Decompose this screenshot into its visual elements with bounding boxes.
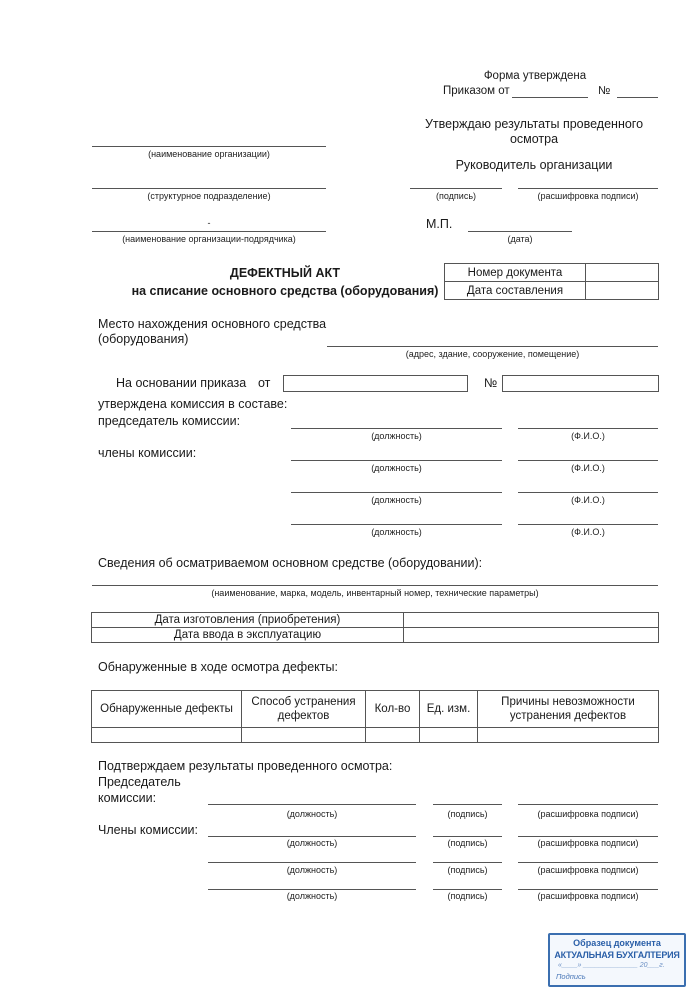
defects-table [91,690,659,743]
confirm-member3-signature-line[interactable] [433,889,502,890]
confirm-member1-signature-caption: (подпись) [447,838,488,848]
confirm-member3-position-line[interactable] [208,889,416,890]
reasons-cell[interactable] [478,728,659,743]
asset-info-label: Сведения об осматриваемом основном средстве (оборудовании): [98,556,483,570]
confirm-chairman-decode-caption: (расшифровка подписи) [537,809,639,819]
location-line[interactable] [327,346,658,347]
member2-name-caption: (Ф.И.О.) [571,495,605,505]
member2-position-caption: (должность) [371,495,422,505]
confirm-chairman-decode-line[interactable] [518,804,658,805]
defects-label: Обнаруженные в ходе осмотра дефекты: [98,660,338,674]
chairman-position-caption: (должность) [371,431,422,441]
head-decode-line[interactable] [518,188,658,189]
confirm-member2-decode-line[interactable] [518,862,658,863]
stamp-line-2: АКТУАЛЬНАЯ БУХГАЛТЕРИЯ [554,950,680,960]
org-name-caption: (наименование организации) [148,149,270,159]
manufacture-date-row [92,613,659,628]
confirm-chairman-label-2: комиссии: [98,791,157,805]
act-title: ДЕФЕКТНЫЙ АКТ [229,266,341,280]
confirm-members-label: Члены комиссии: [98,823,199,837]
order-from-small-label: от [258,376,271,390]
member2-name-line[interactable] [518,492,658,493]
contractor-value: - [207,218,211,228]
doc-number-cell[interactable] [586,264,659,282]
sample-stamp [548,933,686,987]
order-basis-label: На основании приказа [116,376,247,390]
order-number-line[interactable] [617,97,658,98]
head-of-org-label: Руководитель организации [455,158,613,172]
confirm-member3-signature-caption: (подпись) [447,891,488,901]
confirm-member2-position-caption: (должность) [286,865,338,875]
org-name-line[interactable] [92,146,326,147]
confirm-chairman-signature-line[interactable] [433,804,502,805]
member3-name-caption: (Ф.И.О.) [571,527,605,537]
confirm-member2-signature-caption: (подпись) [447,865,488,875]
department-caption: (структурное подразделение) [147,191,271,201]
doc-info-table [444,263,659,300]
member1-name-caption: (Ф.И.О.) [571,463,605,473]
manufacture-date-label: Дата изготовления (приобретения) [92,613,404,628]
col-unit: Ед. изм. [420,691,478,728]
stamp-place-label: М.П. [426,217,453,231]
commission-date-label: Дата ввода в эксплуатацию [92,628,404,643]
col-defects: Обнаруженные дефекты [92,691,242,728]
stamp-line-3: «____» ______________ 20___г. [558,962,665,969]
asset-dates-table [91,612,659,643]
quantity-cell[interactable] [366,728,420,743]
head-signature-caption: (подпись) [435,191,477,201]
confirm-member2-signature-line[interactable] [433,862,502,863]
head-date-line[interactable] [468,231,572,232]
asset-info-caption: (наименование, марка, модель, инвентарный номер, технические параметры) [211,588,539,598]
chairman-name-line[interactable] [518,428,658,429]
member3-name-line[interactable] [518,524,658,525]
confirm-chairman-label-1: Председатель [98,775,181,789]
defect-cell[interactable] [92,728,242,743]
confirm-chairman-position-caption: (должность) [286,809,338,819]
asset-info-line[interactable] [92,585,658,586]
commission-date-row [92,628,659,643]
doc-number-row [445,264,659,282]
doc-date-row [445,282,659,300]
member3-position-caption: (должность) [371,527,422,537]
order-date-line[interactable] [512,97,588,98]
fix-method-cell[interactable] [242,728,366,743]
confirm-member1-position-line[interactable] [208,836,416,837]
doc-number-label: Номер документа [445,264,586,282]
col-quantity: Кол-во [366,691,420,728]
confirm-member1-signature-line[interactable] [433,836,502,837]
commission-date-cell[interactable] [404,628,659,643]
col-fix-method: Способ устранения дефектов [242,691,366,728]
commission-chairman-label: председатель комиссии: [98,414,241,428]
confirm-chairman-signature-caption: (подпись) [447,809,488,819]
manufacture-date-cell[interactable] [404,613,659,628]
form-approved-label: Форма утверждена [483,70,587,82]
department-line[interactable] [92,188,326,189]
unit-cell[interactable] [420,728,478,743]
confirm-member2-decode-caption: (расшифровка подписи) [537,865,639,875]
confirm-member3-decode-caption: (расшифровка подписи) [537,891,639,901]
order-number-sign: № [598,85,611,97]
confirmation-label: Подтверждаем результаты проведенного осмотра: [98,759,393,773]
order-from-label: Приказом от [443,85,510,97]
member2-position-line[interactable] [291,492,502,493]
order-number-label: № [484,376,498,390]
col-reasons: Причины невозможности устранения дефектов [478,691,659,728]
commission-members-label: члены комиссии: [98,446,197,460]
stamp-line-1: Образец документа [573,938,661,948]
head-decode-caption: (расшифровка подписи) [537,191,639,201]
chairman-name-caption: (Ф.И.О.) [571,431,605,441]
confirm-member1-decode-line[interactable] [518,836,658,837]
chairman-position-line[interactable] [291,428,502,429]
confirm-member1-decode-caption: (расшифровка подписи) [537,838,639,848]
location-caption: (адрес, здание, сооружение, помещение) [405,349,580,359]
defects-row [92,728,659,743]
order-date-field[interactable] [283,375,468,392]
member1-name-line[interactable] [518,460,658,461]
confirm-member3-decode-line[interactable] [518,889,658,890]
contractor-line[interactable] [92,231,326,232]
member1-position-caption: (должность) [371,463,422,473]
act-subtitle: на списание основного средства (оборудования) [131,284,439,298]
confirm-member2-position-line[interactable] [208,862,416,863]
order-number-field[interactable] [502,375,659,392]
head-date-caption: (дата) [507,234,533,244]
head-signature-line[interactable] [410,188,502,189]
confirm-member3-position-caption: (должность) [286,891,338,901]
doc-date-cell[interactable] [586,282,659,300]
commission-approved-label: утверждена комиссия в составе: [98,397,288,411]
confirm-member1-position-caption: (должность) [286,838,338,848]
doc-date-label: Дата составления [445,282,586,300]
stamp-signature: Подпись [556,972,586,981]
defects-header-row [92,691,659,728]
member3-position-line[interactable] [291,524,502,525]
member1-position-line[interactable] [291,460,502,461]
location-label: Место нахождения основного средства (оборудования) [98,317,327,346]
contractor-caption: (наименование организации-подрядчика) [122,234,296,244]
approve-results-label: Утверждаю результаты проведенного осмотра [424,117,644,146]
confirm-chairman-position-line[interactable] [208,804,416,805]
